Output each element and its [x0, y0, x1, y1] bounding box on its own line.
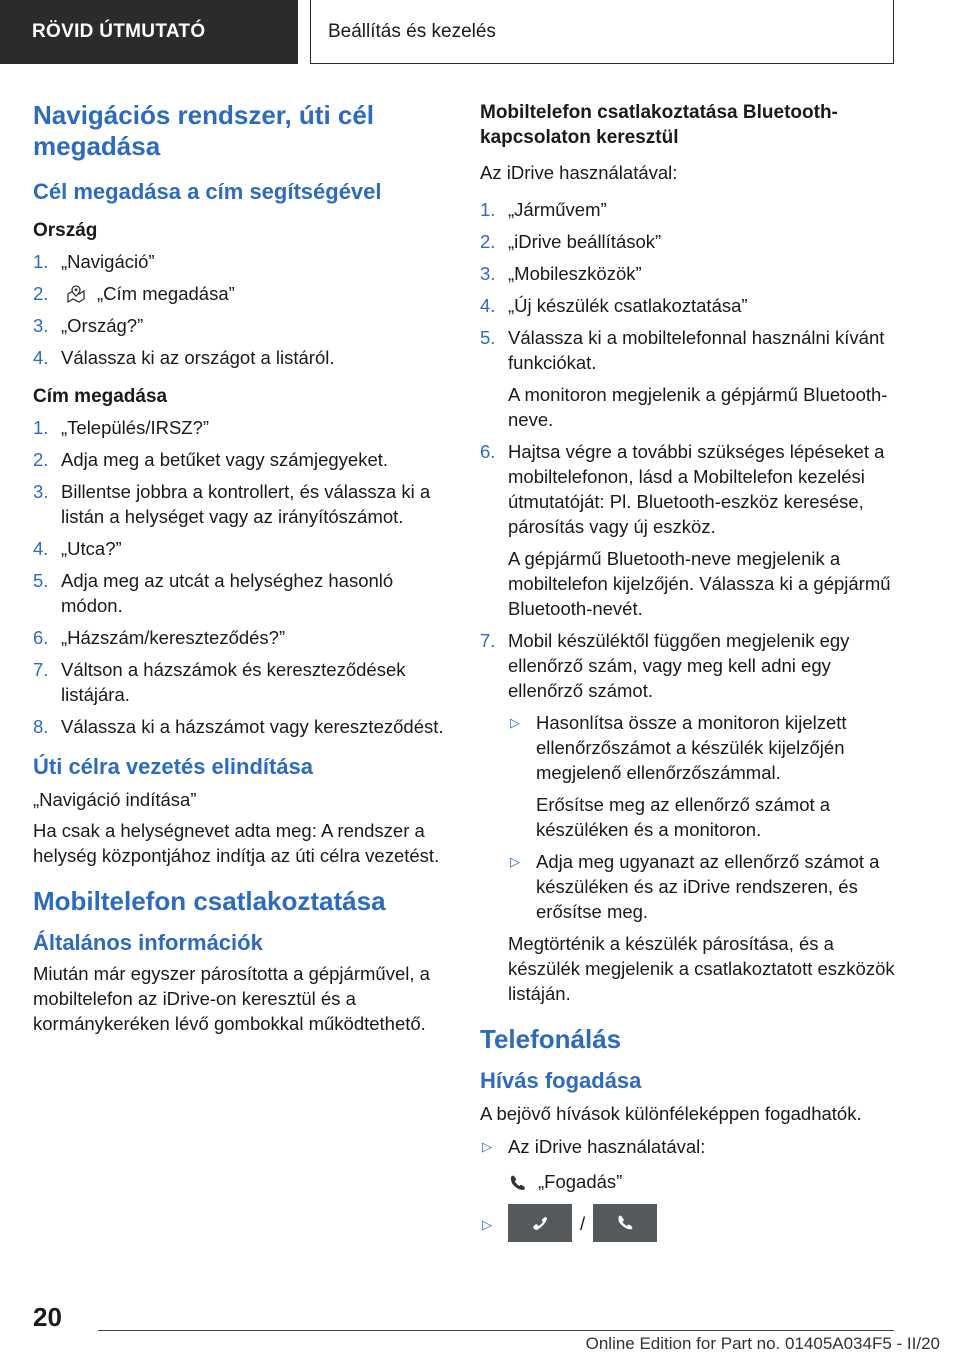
- footer-edition: Online Edition for Part no. 01405A034F5 - II/20: [585, 1334, 940, 1353]
- triangle-bullet-icon: ▷: [482, 1139, 492, 1154]
- list-item: ▷ Hasonlítsa össze a monitoron kijelzett ellenőrzőszámot a készülék kijelzőjén megjelenő ellenőrzőszámmal. Erősítse meg az ellenőrző számot a készüléken és a monitoron.: [510, 712, 847, 840]
- heading-address-entry: Cím megadása: [33, 386, 168, 408]
- list-item: 2. „iDrive beállítások”: [480, 231, 662, 252]
- triangle-bullet-icon: ▷: [510, 715, 520, 730]
- answer-call-text: A bejövő hívások különféleképpen fogadhatók.: [480, 1103, 862, 1124]
- list-item: 5. Válassza ki a mobiltelefonnal használni kívánt funkciókat. A monitoron megjelenik a gépjármű Bluetooth-neve.: [480, 327, 888, 430]
- list-item: 8. Válassza ki a házszámot vagy kereszteződést.: [33, 716, 444, 738]
- step-7-substeps: [480, 710, 898, 1006]
- triangle-bullet-icon: ▷: [482, 1217, 492, 1232]
- start-guidance-menu: „Navigáció indítása”: [33, 789, 197, 811]
- heading-general-info: Általános információk: [33, 930, 263, 956]
- list-item: 7. Mobil készüléktől függően megjelenik egy ellenőrző szám, vagy meg kell adni egy ellenőrző számot.: [480, 630, 850, 701]
- heading-bluetooth: Mobiltelefon csatlakoztatása Bluetooth-kapcsolaton keresztül: [480, 102, 838, 148]
- section-title-mobile: Mobiltelefon csatlakoztatása: [33, 886, 386, 917]
- bluetooth-steps: [480, 197, 898, 703]
- heading-country: Ország: [33, 220, 98, 241]
- footer-divider: [98, 1330, 894, 1331]
- general-info-text: Miután már egyszer párosította a gépjárművel, a mobiltelefon az iDrive-on keresztül és a kormánykeréken lévő gombokkal működtethető.: [33, 963, 430, 1035]
- list-item: 1. „Település/IRSZ?”: [33, 417, 210, 439]
- list-item: 3. „Ország?”: [33, 315, 144, 337]
- steering-wheel-phone-button: [593, 1204, 657, 1242]
- header-chapter-label: Beállítás és kezelés: [310, 0, 894, 64]
- list-item: ▷ Az iDrive használatával: „Fogadás”: [482, 1136, 706, 1192]
- heading-answer-call: Hívás fogadása: [480, 1068, 642, 1093]
- list-item: 3. „Mobileszközök”: [480, 263, 642, 284]
- heading-start-guidance: Úti célra vezetés elindítása: [33, 754, 314, 780]
- list-item: 4. Válassza ki az országot a listáról.: [33, 347, 335, 369]
- steering-wheel-call-button: [508, 1204, 572, 1242]
- pairing-complete-text: Megtörténik a készülék párosítása, és a készülék megjelenik a csatlakoztatott eszközök listáján.: [508, 933, 895, 1004]
- list-item: 7. Váltson a házszámok és kereszteződések listájára.: [33, 659, 406, 706]
- subtitle-address-entry: Cél megadása a cím segítségével: [33, 179, 382, 204]
- page-number: 20: [33, 1302, 62, 1332]
- address-steps: [33, 415, 448, 739]
- header-section-label: RÖVID ÚTMUTATÓ: [0, 0, 298, 64]
- country-steps: [33, 249, 448, 370]
- list-item: 5. Adja meg az utcát a helységhez hasonló módon.: [33, 570, 394, 617]
- list-item: 1. „Navigáció”: [33, 251, 155, 272]
- list-item: 1. „Járművem”: [480, 199, 607, 220]
- list-item: 2. Adja meg a betűket vagy számjegyeket.: [33, 449, 389, 471]
- triangle-bullet-icon: ▷: [510, 854, 520, 869]
- left-column: [33, 100, 448, 1042]
- bluetooth-bullets: [508, 710, 898, 924]
- navigation-map-icon: [65, 284, 87, 306]
- list-item: 2. „Cím megadása”: [33, 281, 448, 306]
- bluetooth-intro: Az iDrive használatával:: [480, 162, 678, 183]
- phone-icon: [508, 1173, 528, 1193]
- list-item: ▷ /: [480, 1204, 898, 1242]
- list-item: ▷ Adja meg ugyanazt az ellenőrző számot a készüléken és az iDrive rendszeren, és erősítse meg.: [510, 851, 880, 922]
- list-item: 6. Hajtsa végre a további szükséges lépéseket a mobiltelefonon, lásd a Mobiltelefon kezelési útmutatóját: Pl. Bluetooth-eszköz keresése, párosítás vagy új eszköz. A gépjármű Bluetooth-neve megjelenik a mobiltelefon kijelzőjén. Válassza ki a gépjármű Bluetooth-nevét.: [480, 441, 891, 619]
- right-column: [480, 100, 898, 1249]
- list-item: 4. „Új készülék csatlakoztatása”: [480, 295, 748, 316]
- list-item: 3. Billentse jobbra a kontrollert, és válassza ki a listán a helységet vagy az irányítószámot.: [33, 481, 431, 528]
- section-title-telephony: Telefonálás: [480, 1024, 622, 1054]
- answer-call-options: [480, 1134, 898, 1242]
- section-title-navigation: Navigációs rendszer, úti cél megadása: [33, 100, 375, 161]
- list-item: 6. „Házszám/kereszteződés?”: [33, 627, 286, 649]
- start-guidance-note: Ha csak a helységnevet adta meg: A rendszer a helység központjához indítja az úti célra vezetést.: [33, 820, 440, 867]
- list-item: 4. „Utca?”: [33, 538, 122, 560]
